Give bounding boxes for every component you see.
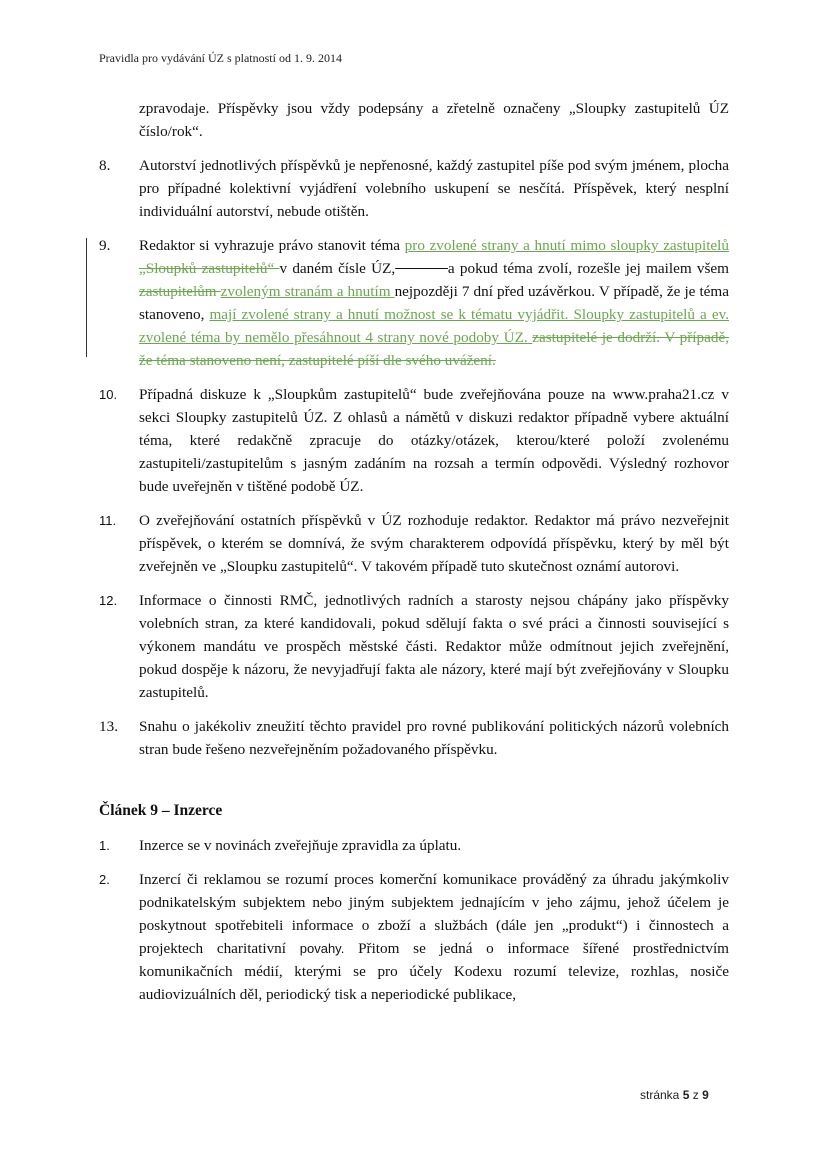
text-segment: Inzercí či reklamou se rozumí proces komerční komunikace prováděný za úhradu jakýmkoliv podnikatelským subjektem nebo jiným subjektem jednajícím v jeho zájmu, jehož účelem je poskytnout spotřebiteli informace o zboží a službách (dále jen „produkt“) i činnostech a projektech charitativní xyxy=(139,871,729,957)
item-number: 8. xyxy=(99,157,111,174)
item-text: Snahu o jakékoliv zneužití těchto pravidel pro rovné publikování politických názorů volebních stran bude řešeno nezveřejněním požadovaného příspěvku. xyxy=(139,718,729,758)
list-item-13 xyxy=(99,715,729,761)
list-item-11 xyxy=(99,509,729,578)
inserted-text: zvoleným stranám a hnutím xyxy=(220,283,395,300)
deleted-gap xyxy=(395,260,448,277)
text-segment: povahy. xyxy=(299,941,345,956)
paragraph-continuation: zpravodaje. Příspěvky jsou vždy podepsány a zřetelně označeny „Sloupky zastupitelů ÚZ číslo/rok“. xyxy=(139,100,729,140)
page-number: 5 xyxy=(682,1088,690,1102)
item-number: 13. xyxy=(99,718,118,735)
page-footer xyxy=(640,1088,709,1102)
list-item-10 xyxy=(99,383,729,498)
inserted-text: pro zvolené strany a hnutí mimo sloupky zastupitelů xyxy=(404,237,729,254)
text-segment: v daném čísle ÚZ, xyxy=(279,260,396,277)
document-body xyxy=(99,97,729,1017)
page-total: 9 xyxy=(702,1088,709,1102)
page-separator: z xyxy=(692,1088,699,1102)
page-label: stránka xyxy=(640,1088,680,1102)
item-number: 10. xyxy=(99,387,118,402)
text-segment: nejpozději 7 dní před uzávěrkou. V případě, že je téma stanoveno, xyxy=(139,283,729,323)
list-item-8 xyxy=(99,154,729,223)
list-item-9 xyxy=(99,234,729,372)
deleted-text: zastupitelům xyxy=(139,283,221,300)
item-text: O zveřejňování ostatních příspěvků v ÚZ rozhoduje redaktor. Redaktor má právo nezveřejnit příspěvek, o kterém se domnívá, že svým charakterem odpovídá příspěvku, který by měl být zveřejněn ve „Sloupku zastupitelů“. V takovém případě tuto skutečnost oznámí autorovi. xyxy=(139,512,729,575)
text-segment: Redaktor si vyhrazuje právo stanovit téma xyxy=(139,237,405,254)
item-number: 1. xyxy=(99,838,110,853)
section-list-item-1 xyxy=(99,834,729,857)
item-text-tracked xyxy=(139,234,729,372)
item-text: Informace o činnosti RMČ, jednotlivých radních a starosty nejsou chápány jako příspěvky volebních stran, za které kandidovali, pokud sdělují fakta o své práci a činnosti související s výkonem mandátu ve prospěch městské části. Redaktor může odmítnout jejich zveřejnění, pokud dospěje k názoru, že nevyjadřují fakta ale názory, které mají být zveřejňovány v Sloupku zastupitelů. xyxy=(139,592,729,701)
section-list-item-2 xyxy=(99,868,729,1006)
item-text: Inzerce se v novinách zveřejňuje zpravidla za úplatu. xyxy=(139,837,462,854)
change-bar xyxy=(86,238,87,357)
item-text: Autorství jednotlivých příspěvků je nepřenosné, každý zastupitel píše pod svým jménem, plocha pro případné kolektivní vyjádření volebního uskupení se nesčítá. Příspěvek, který nesplní individuální autorství, nebude otištěn. xyxy=(139,157,729,220)
deleted-text: zastupitelé je dodrží. V případě, že téma stanoveno není, zastupitelé píší dle svého uvážení. xyxy=(139,329,729,369)
item-text xyxy=(139,868,729,1006)
item-number: 2. xyxy=(99,872,110,887)
running-header: Pravidla pro vydávání ÚZ s platností od 1. 9. 2014 xyxy=(99,51,342,65)
item-number: 11. xyxy=(99,513,117,528)
list-item-12 xyxy=(99,589,729,704)
item-number: 9. xyxy=(99,237,111,254)
text-segment: a pokud téma zvolí, rozešle jej mailem všem xyxy=(447,260,729,277)
item-text: Případná diskuze k „Sloupkům zastupitelů“ bude zveřejňována pouze na www.praha21.cz v sekci Sloupky zastupitelů ÚZ. Z ohlasů a námětů v diskuzi redaktor případně vybere aktuální téma, které redakčně zpracuje do otázky/otázek, kterou/které položí zvolenému zastupiteli/zastupitelům s jasným zadáním na rozsah a termín odpovědi. Výsledný rozhovor bude uveřejněn v tištěné podobě ÚZ. xyxy=(139,386,729,495)
section-heading: Článek 9 – Inzerce xyxy=(99,802,223,819)
deleted-text: „Sloupků zastupitelů“ xyxy=(139,260,280,277)
item-number: 12. xyxy=(99,593,118,608)
text-segment: Přitom se jedná o informace šířené prostřednictvím komunikačních médií, kterými se pro účely Kodexu rozumí televize, rozhlas, nosiče audiovizuálních děl, periodický tisk a neperiodické publikace, xyxy=(139,940,729,1003)
inserted-text: mají zvolené strany a hnutí možnost se k tématu vyjádřit. Sloupky zastupitelů a ev. zvolené téma by nemělo přesáhnout 4 strany nové podoby ÚZ. xyxy=(139,306,729,346)
